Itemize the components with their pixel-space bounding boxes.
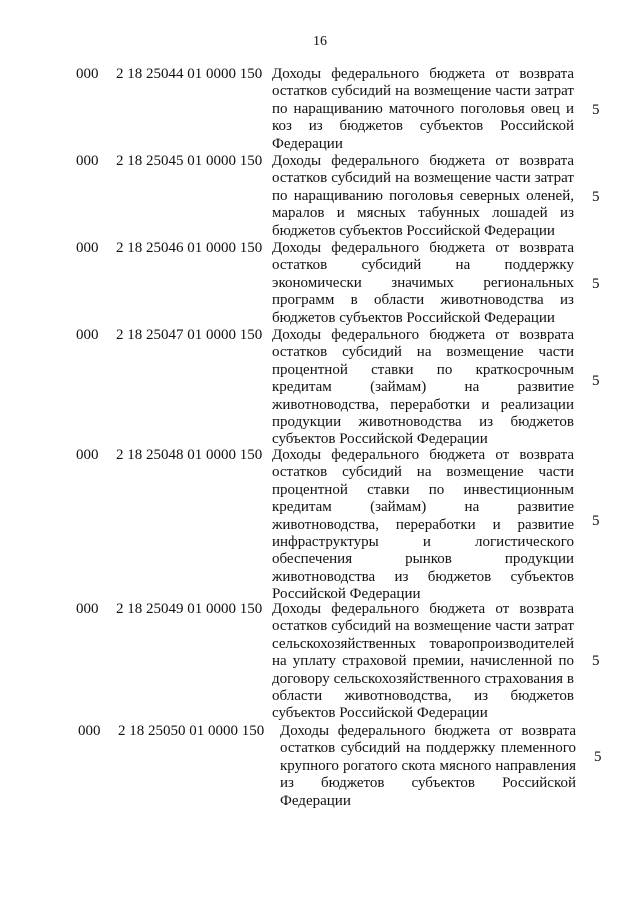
table-row xyxy=(0,327,640,447)
admin-code: 000 xyxy=(76,601,99,617)
revenue-description: Доходы федерального бюджета от возврата остатков субсидий на возмещение части затрат по наращиванию маточного поголовья овец и коз из бюджетов субъектов Российской Федерации xyxy=(272,66,574,152)
budget-classification-code: 2 18 25045 01 0000 150 xyxy=(116,153,263,169)
table-row xyxy=(0,153,640,240)
budget-classification-code: 2 18 25049 01 0000 150 xyxy=(116,601,263,617)
revenue-description: Доходы федерального бюджета от возврата остатков субсидий на поддержку племенного крупного рогатого скота мясного направления из бюджетов субъектов Российской Федерации xyxy=(280,723,576,809)
budget-classification-code: 2 18 25048 01 0000 150 xyxy=(116,447,263,463)
table-row xyxy=(0,447,640,601)
revenue-description: Доходы федерального бюджета от возврата остатков субсидий на поддержку экономически значимых региональных программ в области животноводства из бюджетов субъектов Российской Федерации xyxy=(272,240,574,326)
budget-classification-code: 2 18 25050 01 0000 150 xyxy=(118,723,265,739)
revenue-description: Доходы федерального бюджета от возврата остатков субсидий на возмещение части процентной ставки по инвестиционным кредитам (займам) на развитие животноводства, переработки и развитие инфраструктуры и логистического обеспечения рынков продукции животноводства из бюджетов субъектов Российской Федерации xyxy=(272,447,574,603)
revenue-description: Доходы федерального бюджета от возврата остатков субсидий на возмещение части процентной ставки по краткосрочным кредитам (займам) на развитие животноводства, переработки и реализации продукции животноводства из бюджетов субъектов Российской Федерации xyxy=(272,327,574,448)
admin-code: 000 xyxy=(78,723,101,739)
admin-code: 000 xyxy=(76,66,99,82)
revenue-table xyxy=(0,66,640,813)
rate-value: 5 xyxy=(592,102,600,118)
page-number: 16 xyxy=(313,34,327,49)
rate-value: 5 xyxy=(592,373,600,389)
budget-classification-code: 2 18 25047 01 0000 150 xyxy=(116,327,263,343)
admin-code: 000 xyxy=(76,447,99,463)
budget-classification-code: 2 18 25044 01 0000 150 xyxy=(116,66,263,82)
table-row xyxy=(0,240,640,327)
admin-code: 000 xyxy=(76,240,99,256)
table-row xyxy=(0,601,640,723)
rate-value: 5 xyxy=(592,653,600,669)
admin-code: 000 xyxy=(76,153,99,169)
budget-classification-code: 2 18 25046 01 0000 150 xyxy=(116,240,263,256)
rate-value: 5 xyxy=(594,749,602,765)
revenue-description: Доходы федерального бюджета от возврата остатков субсидий на возмещение части затрат сельскохозяйственных товаропроизводителей на уплату страховой премии, начисленной по договору сельскохозяйственного страхования в области животноводства, из бюджетов субъектов Российской Федерации xyxy=(272,601,574,722)
rate-value: 5 xyxy=(592,513,600,529)
rate-value: 5 xyxy=(592,189,600,205)
revenue-description: Доходы федерального бюджета от возврата остатков субсидий на возмещение части затрат по наращиванию поголовья северных оленей, маралов и мясных табунных лошадей из бюджетов субъектов Российской Федерации xyxy=(272,153,574,239)
table-row xyxy=(0,723,640,813)
table-row xyxy=(0,66,640,153)
admin-code: 000 xyxy=(76,327,99,343)
rate-value: 5 xyxy=(592,276,600,292)
